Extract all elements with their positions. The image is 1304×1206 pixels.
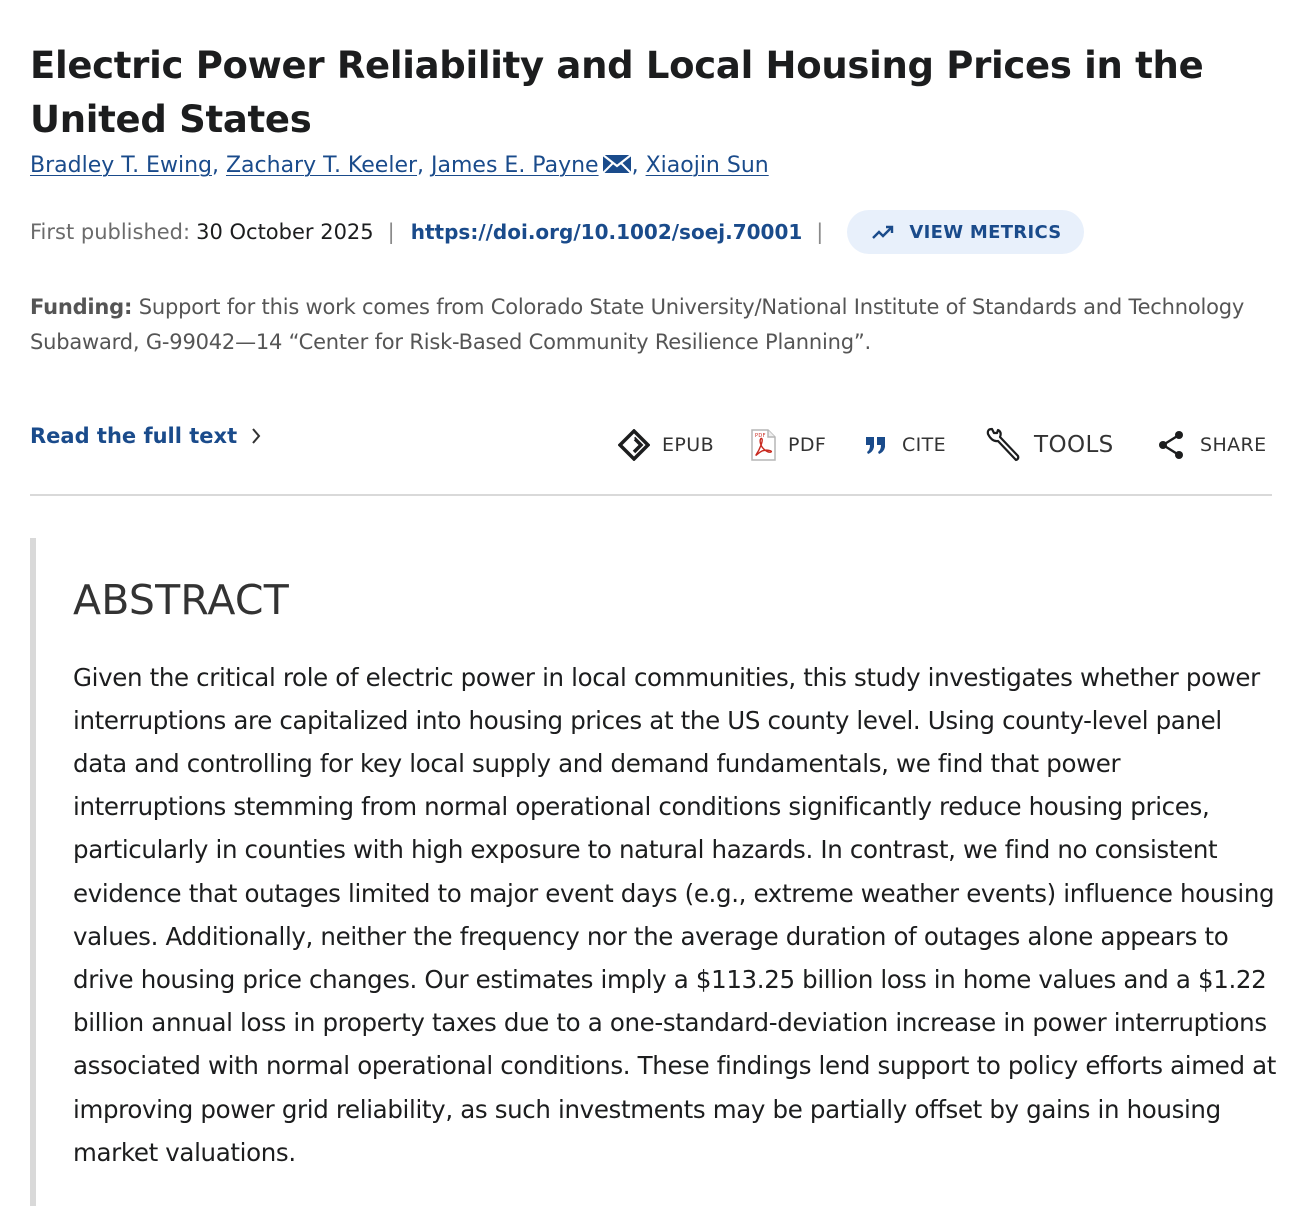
author-separator: , — [417, 153, 425, 178]
tools-button[interactable] — [984, 420, 1114, 470]
share-button[interactable] — [1156, 420, 1267, 470]
article-title: Electric Power Reliability and Local Housing Prices in the United States — [30, 43, 1204, 141]
wrench-icon — [984, 427, 1022, 463]
author-link[interactable]: Xiaojin Sun — [645, 153, 769, 178]
read-full-text-label: Read the full text — [30, 424, 238, 448]
funding-statement — [30, 290, 1280, 360]
share-label: SHARE — [1200, 434, 1267, 456]
abstract-text: Given the critical role of electric power in local communities, this study investigates whether power interruptions are capitalized into housing prices at the US county level. Using county-level panel data and controlling for key local supply and demand fundamentals, we find that power interruptions stemming from normal operational conditions significantly reduce housing prices, particularly in counties with high exposure to natural hazards. In contrast, we find no consistent evidence that outages limited to major event days (e.g., extreme weather events) influence housing values. Additionally, neither the frequency nor the average duration of outages alone appears to drive housing price changes. Our estimates imply a $113.25 billion loss in home values and a $1.22 billion annual loss in property taxes due to a one-standard-deviation increase in power interruptions associated with normal operational conditions. These findings lend support to policy efforts aimed at improving power grid reliability, as such investments may be partially offset by gains in housing market valuations. — [73, 662, 1277, 1167]
quote-icon — [862, 433, 890, 457]
view-metrics-label: VIEW METRICS — [909, 221, 1062, 243]
author-separator: , — [631, 153, 639, 178]
publication-info — [30, 210, 1084, 254]
author-link[interactable]: Bradley T. Ewing — [30, 153, 212, 178]
view-metrics-button[interactable] — [847, 210, 1083, 254]
pdf-label: PDF — [788, 434, 827, 456]
divider — [30, 494, 1272, 496]
separator: | — [387, 220, 395, 244]
read-full-text-link[interactable] — [30, 424, 261, 448]
author-list — [30, 150, 769, 185]
epub-label: EPUB — [662, 434, 715, 456]
epub-icon — [618, 429, 650, 461]
funding-label: Funding: — [30, 295, 133, 319]
share-icon — [1156, 429, 1188, 461]
abstract-section — [30, 538, 1278, 1206]
author-separator: , — [211, 153, 219, 178]
abstract-heading: ABSTRACT — [73, 576, 289, 625]
article-toolbar — [30, 420, 1272, 470]
svg-text:PDF: PDF — [755, 433, 766, 439]
envelope-icon[interactable] — [602, 153, 632, 185]
funding-text: Support for this work comes from Colorado State University/National Institute of Standards and Technology Subaward, G-99042—14 “Center for Risk-Based Community Resilience Planning”. — [30, 295, 1245, 354]
cite-button[interactable] — [862, 420, 946, 470]
doi-link[interactable]: https://doi.org/10.1002/soej.70001 — [410, 220, 803, 244]
separator: | — [816, 220, 824, 244]
trending-up-icon — [871, 224, 895, 240]
cite-label: CITE — [902, 434, 947, 456]
author-link[interactable]: Zachary T. Keeler — [225, 153, 418, 178]
pdf-icon — [750, 429, 776, 461]
author-link[interactable]: James E. Payne — [431, 153, 599, 178]
pdf-button[interactable] — [750, 420, 826, 470]
tools-label: TOOLS — [1034, 432, 1114, 458]
epub-button[interactable] — [618, 420, 714, 470]
chevron-right-icon — [251, 427, 261, 445]
published-date: 30 October 2025 — [196, 220, 374, 244]
published-label: First published: — [30, 220, 191, 244]
